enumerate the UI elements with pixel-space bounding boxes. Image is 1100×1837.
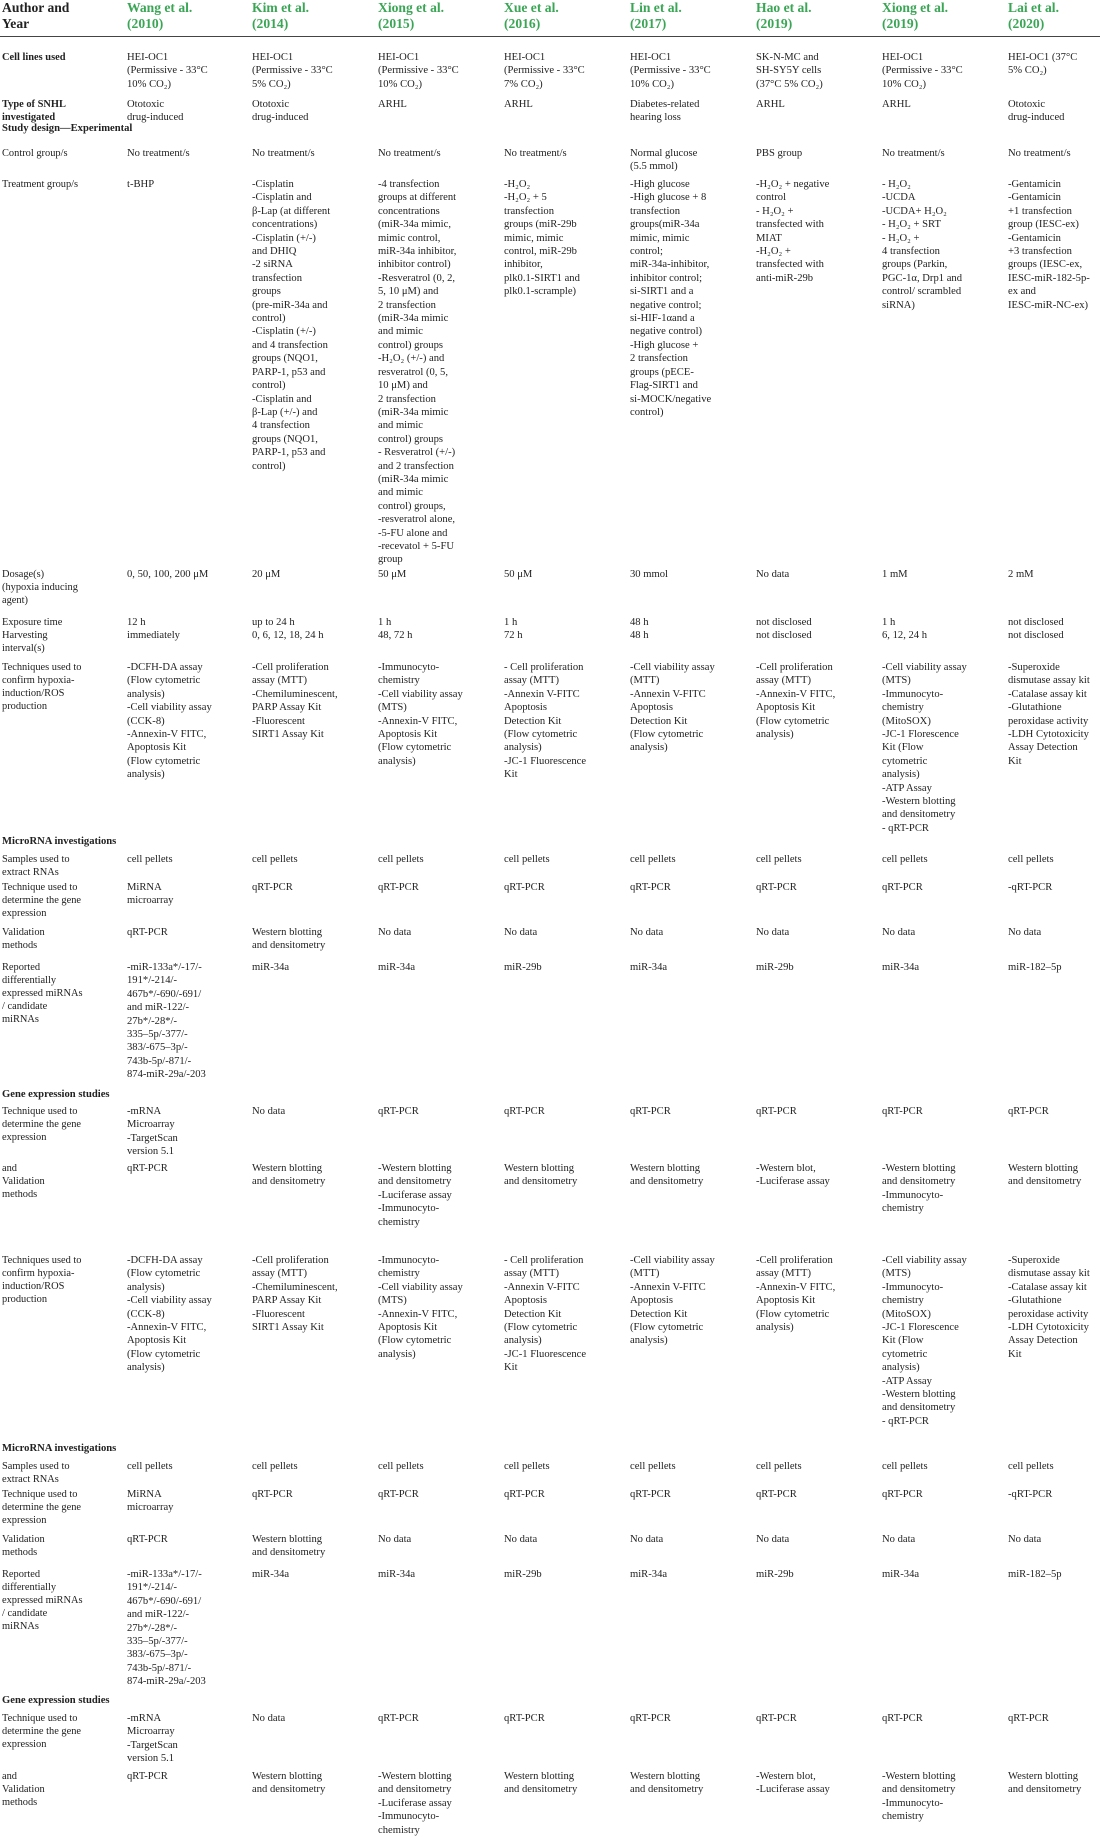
header-study: Kim et al. (2014)	[252, 0, 310, 31]
table-cell: cell pellets	[630, 1461, 676, 1472]
row-label: Validation methods	[2, 927, 45, 951]
table-cell: miR-34a	[882, 1569, 920, 1580]
table-cell: -Gentamicin -Gentamicin +1 transfection group (IESC-ex) -Gentamicin +3 transfection groups (IESC-ex, IESC-miR-182-5p- ex and IESC-miR-NC-ex)	[1008, 179, 1090, 311]
header-study: Lin et al. (2017)	[630, 0, 682, 31]
row-label: Technique used to determine the gene expression	[2, 1489, 82, 1526]
table-cell: Western blotting and densitometry	[630, 1771, 704, 1796]
table-cell: cell pellets	[504, 854, 550, 865]
table-cell: qRT-PCR	[378, 1713, 419, 1724]
table-cell: miR-34a	[252, 962, 290, 973]
table-cell: HEI-OC1 (Permissive - 33°C 10% CO₂)	[378, 52, 459, 90]
table-cell: -Cisplatin -Cisplatin and β-Lap (at different concentrations) -Cisplatin (+/-) and DHIQ -2 siRNA transfection groups (pre-miR-34a and control) -Cisplatin (+/-) and 4 transfection groups (NQO1, PARP-1, p53 and control) -Cisplatin and β-Lap (+/-) and 4 transfection groups (NQO1, PARP-1, p53 and control)	[252, 179, 331, 472]
table-cell: Western blotting and densitometry	[252, 1163, 326, 1188]
table-cell: miR-34a	[630, 1569, 668, 1580]
table-cell: 0, 50, 100, 200 μM	[127, 569, 209, 580]
table-cell: cell pellets	[882, 1461, 928, 1472]
table-cell: -High glucose -High glucose + 8 transfection groups(miR-34a mimic, mimic control; miR-34a-inhibitor, inhibitor control; si-SIRT1 and a negative control; si-HIF-1αand a negative control) -High glucose + 2 transfection groups (pECE- Flag-SIRT1 and si-MOCK/negative control)	[630, 179, 712, 418]
table-cell: qRT-PCR	[882, 882, 923, 893]
header-study: Hao et al. (2019)	[756, 0, 812, 31]
table-cell: HEI-OC1 (Permissive - 33°C 10% CO₂)	[630, 52, 711, 90]
table-cell: No data	[504, 927, 538, 938]
table-cell: -Western blotting and densitometry -Luciferase assay -Immunocyto- chemistry	[378, 1163, 452, 1228]
table-cell: miR-34a	[378, 962, 416, 973]
table-cell: -Cell viability assay (MTT) -Annexin V-FITC Apoptosis Detection Kit (Flow cytometric analysis)	[630, 1255, 715, 1347]
header-study: Xue et al. (2016)	[504, 0, 559, 31]
table-cell: qRT-PCR	[127, 927, 168, 938]
table-cell: cell pellets	[756, 1461, 802, 1472]
table-cell: No treatment/s	[504, 148, 567, 159]
table-cell: HEI-OC1 (Permissive - 33°C 10% CO₂)	[127, 52, 208, 90]
table-cell: HEI-OC1 (Permissive - 33°C 5% CO₂)	[252, 52, 333, 90]
table-cell: cell pellets	[252, 854, 298, 865]
table-cell: -mRNA Microarray -TargetScan version 5.1	[127, 1106, 178, 1158]
table-cell: miR-182–5p	[1008, 1569, 1062, 1580]
table-cell: PBS group	[756, 148, 803, 159]
row-label: and Validation methods	[2, 1771, 45, 1808]
row-label: Control group/s	[2, 148, 68, 159]
table-cell: -Western blotting and densitometry -Immunocyto- chemistry	[882, 1163, 956, 1215]
table-cell: 20 μM	[252, 569, 281, 580]
table-cell: No treatment/s	[252, 148, 315, 159]
table-cell: -Cell proliferation assay (MTT) -Chemiluminescent, PARP Assay Kit -Fluorescent SIRT1 Assay Kit	[252, 1255, 338, 1334]
row-label: Technique used to determine the gene expression	[2, 1106, 82, 1143]
table-cell: Western blotting and densitometry	[504, 1771, 578, 1796]
table-cell: No data	[504, 1534, 538, 1545]
table-cell: ARHL	[378, 99, 407, 110]
table-cell: qRT-PCR	[127, 1771, 168, 1782]
table-cell: miR-34a	[378, 1569, 416, 1580]
table-cell: cell pellets	[1008, 854, 1054, 865]
table-cell: Normal glucose (5.5 mmol)	[630, 148, 698, 173]
table-cell: not disclosed not disclosed	[756, 617, 812, 642]
table-cell: qRT-PCR	[127, 1163, 168, 1174]
row-label: and Validation methods	[2, 1163, 45, 1200]
table-cell: ARHL	[756, 99, 785, 110]
table-cell: 12 h immediately	[127, 617, 180, 642]
table-cell: 50 μM	[378, 569, 407, 580]
table-cell: qRT-PCR	[504, 1489, 545, 1500]
table-cell: No treatment/s	[882, 148, 945, 159]
table-cell: cell pellets	[630, 854, 676, 865]
table-cell: ARHL	[504, 99, 533, 110]
table-cell: Diabetes-related hearing loss	[630, 99, 700, 124]
section-heading: Gene expression studies	[2, 1089, 110, 1100]
row-label: Validation methods	[2, 1534, 45, 1558]
table-cell: -Immunocyto- chemistry -Cell viability assay (MTS) -Annexin-V FITC, Apoptosis Kit (Flow cytometric analysis)	[378, 1255, 463, 1360]
row-label: Techniques used to confirm hypoxia- induction/ROS production	[2, 662, 82, 712]
section-heading: MicroRNA investigations	[2, 836, 117, 847]
table-cell: No data	[378, 927, 412, 938]
table-cell: No data	[756, 1534, 790, 1545]
table-cell: qRT-PCR	[252, 882, 293, 893]
table-cell: qRT-PCR	[504, 1106, 545, 1117]
header-divider	[0, 36, 1100, 37]
table-cell: -H₂O₂ + negative control - H₂O₂ + transfected with MIAT -H₂O₂ + transfected with anti-miR-29b	[756, 179, 830, 284]
row-label: Treatment group/s	[2, 179, 79, 190]
table-cell: qRT-PCR	[504, 1713, 545, 1724]
table-cell: -qRT-PCR	[1008, 1489, 1053, 1500]
table-cell: - Cell proliferation assay (MTT) -Annexin V-FITC Apoptosis Detection Kit (Flow cytometric analysis) -JC-1 Fluorescence Kit	[504, 662, 587, 781]
row-label: Techniques used to confirm hypoxia- induction/ROS production	[2, 1255, 82, 1305]
table-cell: t-BHP	[127, 179, 155, 190]
table-cell: Western blotting and densitometry	[252, 1771, 326, 1796]
table-cell: 1 h 6, 12, 24 h	[882, 617, 928, 642]
header-study: Xiong et al. (2015)	[378, 0, 445, 31]
table-cell: Ototoxic drug-induced	[252, 99, 309, 124]
table-cell: -DCFH-DA assay (Flow cytometric analysis) -Cell viability assay (CCK-8) -Annexin-V FITC, Apoptosis Kit (Flow cytometric analysis)	[127, 662, 212, 781]
table-cell: No data	[756, 927, 790, 938]
table-cell: cell pellets	[378, 854, 424, 865]
table-cell: qRT-PCR	[1008, 1106, 1049, 1117]
table-cell: miR-34a	[882, 962, 920, 973]
table-cell: Western blotting and densitometry	[1008, 1771, 1082, 1796]
row-label: Exposure time Harvesting interval(s)	[2, 617, 63, 654]
table-cell: qRT-PCR	[882, 1713, 923, 1724]
table-cell: qRT-PCR	[882, 1106, 923, 1117]
table-cell: No treatment/s	[378, 148, 441, 159]
table-cell: up to 24 h 0, 6, 12, 18, 24 h	[252, 617, 324, 642]
section-heading: Gene expression studies	[2, 1695, 110, 1706]
table-cell: 30 mmol	[630, 569, 668, 580]
table-cell: Ototoxic drug-induced	[127, 99, 184, 124]
table-cell: qRT-PCR	[756, 1713, 797, 1724]
header-author-year: Author and Year	[2, 0, 70, 31]
table-cell: Western blotting and densitometry	[630, 1163, 704, 1188]
table-cell: cell pellets	[127, 854, 173, 865]
table-cell: qRT-PCR	[252, 1489, 293, 1500]
row-label: Type of SNHL investigated	[2, 99, 66, 123]
table-cell: Ototoxic drug-induced	[1008, 99, 1065, 124]
table-cell: 48 h 48 h	[630, 617, 649, 642]
table-cell: qRT-PCR	[756, 1489, 797, 1500]
table-cell: No data	[252, 1713, 286, 1724]
table-cell: cell pellets	[756, 854, 802, 865]
table-cell: No data	[630, 927, 664, 938]
table-cell: miR-34a	[630, 962, 668, 973]
table-cell: Western blotting and densitometry	[1008, 1163, 1082, 1188]
table-cell: miR-29b	[504, 1569, 542, 1580]
table-cell: No data	[1008, 927, 1042, 938]
table-cell: HEI-OC1 (Permissive - 33°C 10% CO₂)	[882, 52, 963, 90]
table-cell: cell pellets	[378, 1461, 424, 1472]
table-cell: No data	[630, 1534, 664, 1545]
table-cell: ARHL	[882, 99, 911, 110]
table-cell: qRT-PCR	[127, 1534, 168, 1545]
row-label: Cell lines used	[2, 52, 66, 63]
table-cell: 1 h 72 h	[504, 617, 523, 642]
table-cell: MiRNA microarray	[127, 882, 174, 907]
table-cell: qRT-PCR	[378, 882, 419, 893]
table-cell: cell pellets	[127, 1461, 173, 1472]
table-cell: miR-34a	[252, 1569, 290, 1580]
table-cell: qRT-PCR	[378, 1106, 419, 1117]
header-study: Wang et al. (2010)	[127, 0, 193, 31]
row-label: Reported differentially expressed miRNAs / candidate miRNAs	[2, 962, 83, 1025]
table-cell: -Cell viability assay (MTT) -Annexin V-FITC Apoptosis Detection Kit (Flow cytometric analysis)	[630, 662, 715, 754]
table-cell: cell pellets	[504, 1461, 550, 1472]
table-cell: cell pellets	[1008, 1461, 1054, 1472]
table-cell: No data	[252, 1106, 286, 1117]
table-cell: -Cell proliferation assay (MTT) -Annexin-V FITC, Apoptosis Kit (Flow cytometric analysis)	[756, 662, 836, 741]
table-cell: 50 μM	[504, 569, 533, 580]
header-study: Xiong et al. (2019)	[882, 0, 949, 31]
table-cell: -miR-133a*/-17/- 191*/-214/- 467b*/-690/-691/ and miR-122/- 27b*/-28*/- 335–5p/-377/- 383/-675–3p/- 743b-5p/-871/- 874-miR-29a/-203	[127, 1569, 206, 1688]
section-heading: MicroRNA investigations	[2, 1443, 117, 1454]
table-cell: qRT-PCR	[1008, 1713, 1049, 1724]
table-cell: qRT-PCR	[630, 1713, 671, 1724]
row-label: Samples used to extract RNAs	[2, 854, 70, 878]
table-cell: -qRT-PCR	[1008, 882, 1053, 893]
table-cell: Western blotting and densitometry	[252, 927, 326, 952]
table-cell: -Cell proliferation assay (MTT) -Chemiluminescent, PARP Assay Kit -Fluorescent SIRT1 Assay Kit	[252, 662, 338, 741]
table-cell: No data	[378, 1534, 412, 1545]
table-cell: miR-182–5p	[1008, 962, 1062, 973]
table-cell: Western blotting and densitometry	[504, 1163, 578, 1188]
table-cell: - H₂O₂ -UCDA -UCDA+ H₂O₂ - H₂O₂ + SRT - H₂O₂ + 4 transfection groups (Parkin, PGC-1α, Drp1 and control/ scrambled siRNA)	[882, 179, 962, 311]
table-cell: -DCFH-DA assay (Flow cytometric analysis) -Cell viability assay (CCK-8) -Annexin-V FITC, Apoptosis Kit (Flow cytometric analysis)	[127, 1255, 212, 1374]
table-cell: 2 mM	[1008, 569, 1034, 580]
table-cell: No data	[882, 927, 916, 938]
table-cell: not disclosed not disclosed	[1008, 617, 1064, 642]
table-cell: -Western blot, -Luciferase assay	[756, 1163, 830, 1188]
table-cell: cell pellets	[882, 854, 928, 865]
table-cell: 1 h 48, 72 h	[378, 617, 413, 642]
table-cell: No treatment/s	[1008, 148, 1071, 159]
table-cell: qRT-PCR	[630, 882, 671, 893]
table-cell: -4 transfection groups at different concentrations (miR-34a mimic, mimic control, miR-34a inhibitor, inhibitor control) -Resveratrol (0, 2, 5, 10 μM) and 2 transfection (miR-34a mimic and mimic control) groups -H₂O₂ (+/-) and resveratrol (0, 5, 10 μM) and 2 transfection (miR-34a mimic and mimic control) groups - Resveratrol (+/-) and 2 transfection (miR-34a mimic and mimic control) groups, -resveratrol alone, -5-FU alone and -recevatol + 5-FU group	[378, 179, 457, 566]
table-cell: miR-29b	[756, 962, 794, 973]
table-cell: qRT-PCR	[756, 882, 797, 893]
table-cell: qRT-PCR	[504, 882, 545, 893]
table-cell: No treatment/s	[127, 148, 190, 159]
table-cell: -Cell viability assay (MTS) -Immunocyto- chemistry (MitoSOX) -JC-1 Florescence Kit (Flow cytometric analysis) -ATP Assay -Western blotting and densitometry - qRT-PCR	[882, 662, 967, 834]
table-cell: -Superoxide dismutase assay kit -Catalase assay kit -Glutathione peroxidase activity -LDH Cytotoxicity Assay Detection Kit	[1008, 1255, 1090, 1360]
table-cell: -Superoxide dismutase assay kit -Catalase assay kit -Glutathione peroxidase activity -LDH Cytotoxicity Assay Detection Kit	[1008, 662, 1090, 767]
table-cell: miR-29b	[504, 962, 542, 973]
row-label: Samples used to extract RNAs	[2, 1461, 70, 1485]
table-cell: qRT-PCR	[630, 1489, 671, 1500]
table-cell: No data	[1008, 1534, 1042, 1545]
table-cell: Western blotting and densitometry	[252, 1534, 326, 1559]
table-cell: -Western blot, -Luciferase assay	[756, 1771, 830, 1796]
table-cell: - Cell proliferation assay (MTT) -Annexin V-FITC Apoptosis Detection Kit (Flow cytometric analysis) -JC-1 Fluorescence Kit	[504, 1255, 587, 1374]
table-cell: MiRNA microarray	[127, 1489, 174, 1514]
table-cell: qRT-PCR	[882, 1489, 923, 1500]
table-cell: qRT-PCR	[378, 1489, 419, 1500]
row-label: Dosage(s) (hypoxia inducing agent)	[2, 569, 78, 606]
table-cell: qRT-PCR	[630, 1106, 671, 1117]
table-cell: miR-29b	[756, 1569, 794, 1580]
table-cell: 1 mM	[882, 569, 908, 580]
table-cell: -Cell viability assay (MTS) -Immunocyto- chemistry (MitoSOX) -JC-1 Florescence Kit (Flow cytometric analysis) -ATP Assay -Western blotting and densitometry - qRT-PCR	[882, 1255, 967, 1427]
table-cell: -mRNA Microarray -TargetScan version 5.1	[127, 1713, 178, 1765]
table-cell: -Western blotting and densitometry -Immunocyto- chemistry	[882, 1771, 956, 1823]
row-label: Reported differentially expressed miRNAs / candidate miRNAs	[2, 1569, 83, 1632]
table-cell: HEI-OC1 (Permissive - 33°C 7% CO₂)	[504, 52, 585, 90]
table-cell: cell pellets	[252, 1461, 298, 1472]
table-cell: -H₂O₂ -H₂O₂ + 5 transfection groups (miR-29b mimic, mimic control, miR-29b inhibitor, plk0.1-SIRT1 and plk0.1-scrample)	[504, 179, 580, 298]
table-cell: -Cell proliferation assay (MTT) -Annexin-V FITC, Apoptosis Kit (Flow cytometric analysis)	[756, 1255, 836, 1334]
header-study: Lai et al. (2020)	[1008, 0, 1059, 31]
row-label: Technique used to determine the gene expression	[2, 882, 82, 919]
table-cell: -Western blotting and densitometry -Luciferase assay -Immunocyto- chemistry	[378, 1771, 452, 1836]
table-cell: qRT-PCR	[756, 1106, 797, 1117]
table-cell: -Immunocyto- chemistry -Cell viability assay (MTS) -Annexin-V FITC, Apoptosis Kit (Flow cytometric analysis)	[378, 662, 463, 767]
table-cell: No data	[882, 1534, 916, 1545]
row-label: Technique used to determine the gene expression	[2, 1713, 82, 1750]
table-cell: SK-N-MC and SH-SY5Y cells (37°C 5% CO₂)	[756, 52, 823, 90]
table-cell: HEI-OC1 (37°C 5% CO₂)	[1008, 52, 1078, 77]
table-cell: -miR-133a*/-17/- 191*/-214/- 467b*/-690/-691/ and miR-122/- 27b*/-28*/- 335–5p/-377/- 383/-675–3p/- 743b-5p/-871/- 874-miR-29a/-203	[127, 962, 206, 1081]
section-heading: Study design—Experimental	[2, 123, 133, 134]
table-cell: No data	[756, 569, 790, 580]
